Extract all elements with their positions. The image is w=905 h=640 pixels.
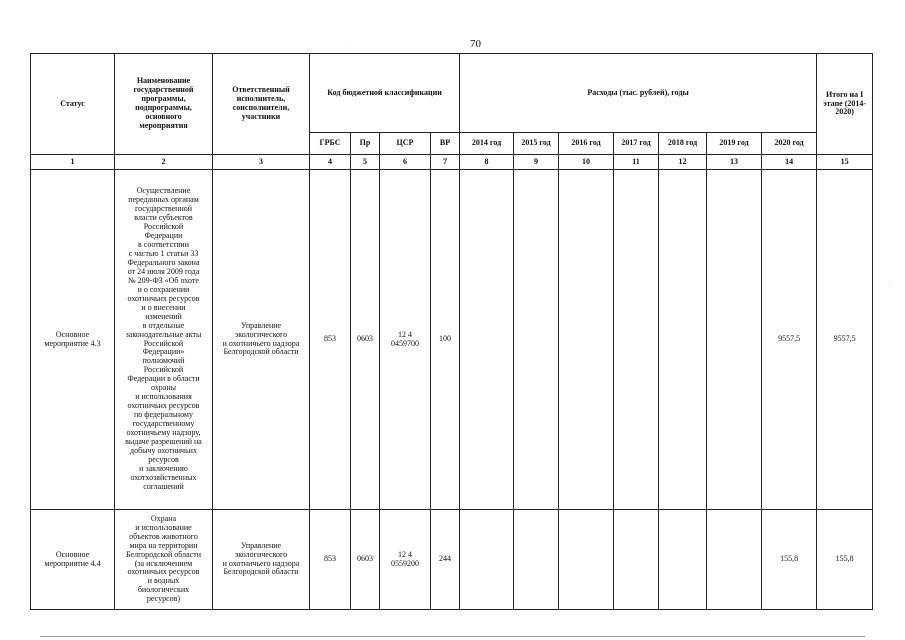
row-vr: 100 — [431, 170, 460, 510]
header-csr: ЦСР — [380, 133, 431, 155]
row-year-2017 — [614, 170, 659, 510]
row-year-2015 — [514, 170, 559, 510]
table-row-activity-4-3 — [31, 170, 873, 510]
row-csr: 12 4 0459700 — [380, 170, 431, 510]
header-year-2020: 2020 год — [762, 133, 817, 155]
header-year-2018: 2018 год — [659, 133, 707, 155]
page-bottom-rule — [40, 636, 865, 637]
row-year-2016 — [559, 170, 614, 510]
row-responsible: Управление экологического и охотничьего надзора Белгородской области — [213, 170, 310, 510]
row-grbs: 853 — [310, 170, 351, 510]
row-year-2016 — [559, 510, 614, 610]
column-number: 15 — [817, 155, 873, 170]
row-responsible: Управление экологического и охотничьего надзора Белгородской области — [213, 510, 310, 610]
column-number: 14 — [762, 155, 817, 170]
column-number: 8 — [460, 155, 514, 170]
row-year-2020: 155,8 — [762, 510, 817, 610]
header-responsible: Ответственный исполнитель, соисполнители, участники — [213, 54, 310, 155]
row-status: Основное мероприятие 4.3 — [31, 170, 115, 510]
row-year-2019 — [707, 170, 762, 510]
column-number: 12 — [659, 155, 707, 170]
row-year-2020: 9557,5 — [762, 170, 817, 510]
row-year-2015 — [514, 510, 559, 610]
row-pr: 0603 — [351, 170, 380, 510]
header-row-top — [31, 54, 873, 133]
column-number: 7 — [431, 155, 460, 170]
row-year-2018 — [659, 510, 707, 610]
row-csr: 12 4 0559200 — [380, 510, 431, 610]
row-status: Основное мероприятие 4.4 — [31, 510, 115, 610]
header-year-2017: 2017 год — [614, 133, 659, 155]
header-budget-code: Код бюджетной классификации — [310, 54, 460, 133]
column-number-row — [31, 155, 873, 170]
header-vr: ВР — [431, 133, 460, 155]
header-expenses: Расходы (тыс. рублей), годы — [460, 54, 817, 133]
budget-expenses-table — [30, 53, 873, 610]
header-grbs: ГРБС — [310, 133, 351, 155]
page-number: 70 — [470, 38, 481, 50]
column-number: 9 — [514, 155, 559, 170]
row-total: 155,8 — [817, 510, 873, 610]
column-number: 11 — [614, 155, 659, 170]
column-number: 2 — [115, 155, 213, 170]
column-number: 10 — [559, 155, 614, 170]
row-pr: 0603 — [351, 510, 380, 610]
column-number: 6 — [380, 155, 431, 170]
header-status: Статус — [31, 54, 115, 155]
row-activity-name: Охрана и использование объектов животного мира на территории Белгородской области (за исключением охотничьих ресурсов и водных биологических ресурсов) — [115, 510, 213, 610]
header-program-name: Наименование государственной программы, подпрограммы, основного мероприятия — [115, 54, 213, 155]
row-year-2017 — [614, 510, 659, 610]
column-number: 3 — [213, 155, 310, 170]
header-year-2019: 2019 год — [707, 133, 762, 155]
column-number: 13 — [707, 155, 762, 170]
header-year-2014: 2014 год — [460, 133, 514, 155]
scan-speck: · — [348, 44, 350, 50]
row-total: 9557,5 — [817, 170, 873, 510]
table-row-activity-4-4 — [31, 510, 873, 610]
column-number: 5 — [351, 155, 380, 170]
header-year-2016: 2016 год — [559, 133, 614, 155]
header-pr: Пр — [351, 133, 380, 155]
column-number: 1 — [31, 155, 115, 170]
row-year-2014 — [460, 170, 514, 510]
header-total: Итого на I этапе (2014- 2020) — [817, 54, 873, 155]
row-year-2019 — [707, 510, 762, 610]
row-year-2018 — [659, 170, 707, 510]
row-grbs: 853 — [310, 510, 351, 610]
row-vr: 244 — [431, 510, 460, 610]
row-activity-name: Осуществление переданных органам государственной власти субъектов Российской Федерации в соответствии с частью 1 статьи 33 Федерального закона от 24 июля 2009 года № 209-ФЗ «Об охоте и о сохранении охотничьих ресурсов и о внесении изменений в отдельные законодательные акты Российской Федерации» полномочий Российской Федерации в области охраны и использования охотничьих ресурсов по федеральному государственному охотничьему надзору, выдаче разрешений на добычу охотничьих ресурсов и заключению охотхозяйственных соглашений — [115, 170, 213, 510]
column-number: 4 — [310, 155, 351, 170]
header-year-2015: 2015 год — [514, 133, 559, 155]
row-year-2014 — [460, 510, 514, 610]
scan-speck: · — [890, 283, 892, 289]
